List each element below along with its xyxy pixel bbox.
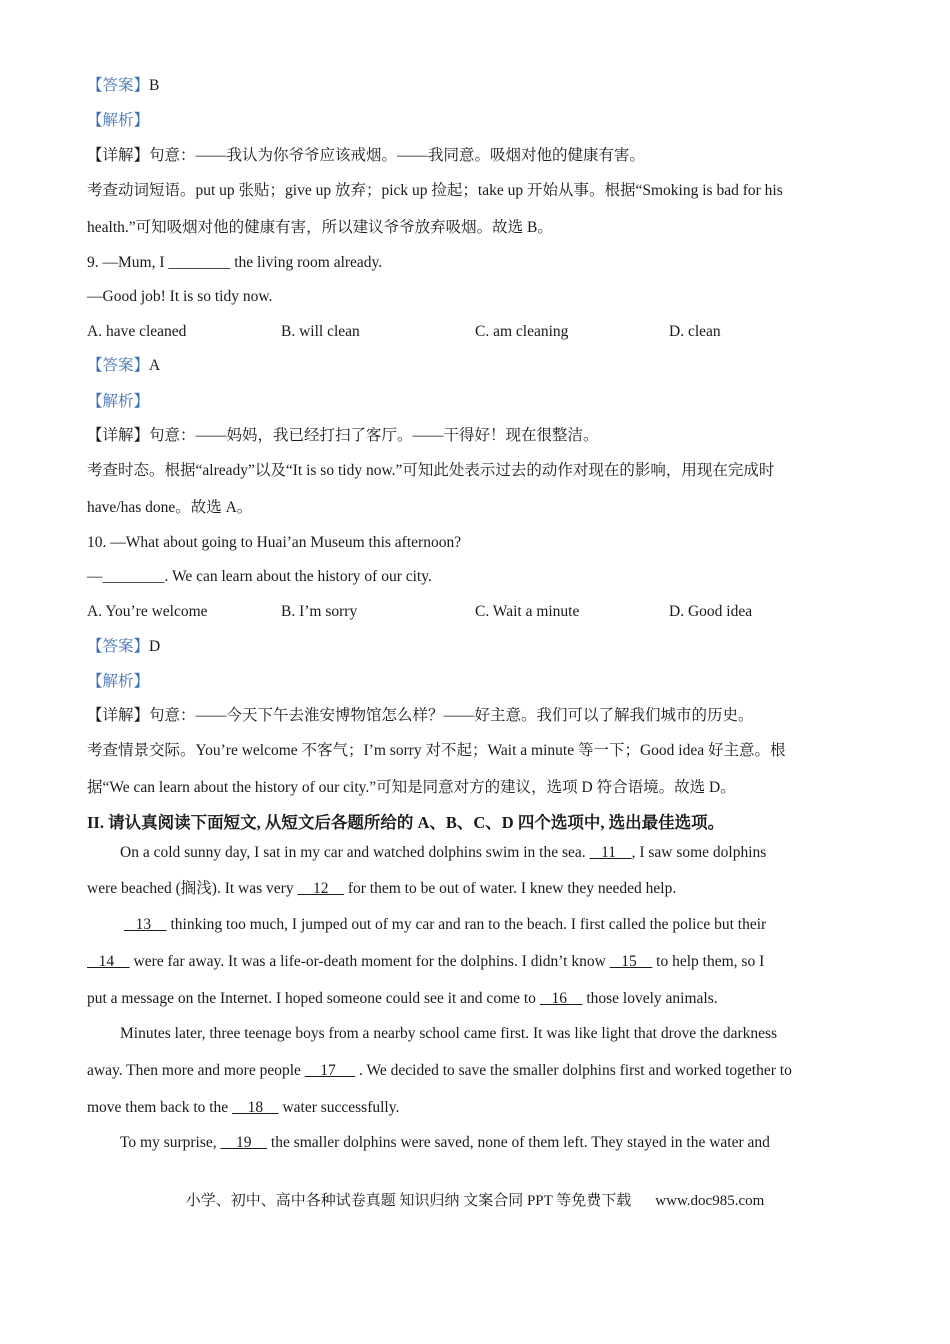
passage-text: . We decided to save the smaller dolphins first and worked together to bbox=[355, 1062, 792, 1079]
answer-value: A bbox=[149, 357, 161, 374]
q9-option-d: D. clean bbox=[669, 323, 721, 340]
q10-question: 10. —What about going to Huai’an Museum this afternoon? bbox=[87, 534, 462, 551]
q9-option-c: C. am cleaning bbox=[475, 323, 569, 340]
q10-option-d: D. Good idea bbox=[669, 603, 753, 620]
q8-explain-line1: 考查动词短语。put up 张贴；give up 放弃；pick up 捡起；take up 开始从事。根据“Smoking is bad for his bbox=[87, 182, 783, 199]
q10-option-a: A. You’re welcome bbox=[87, 603, 208, 620]
section-heading: II. 请认真阅读下面短文, 从短文后各题所给的 A、B、C、D 四个选项中, 选出最佳选项。 bbox=[87, 813, 725, 832]
passage-line-3 bbox=[124, 915, 766, 935]
passage-text: , I saw some dolphins bbox=[631, 844, 767, 861]
passage-text: thinking too much, I jumped out of my car and ran to the beach. I first called the police but their bbox=[166, 916, 767, 933]
passage-text: move them back to the bbox=[87, 1099, 233, 1116]
q8-answer-line bbox=[87, 76, 159, 96]
q8-explain-line2: health.”可知吸烟对他的健康有害，所以建议爷爷放弃吸烟。故选 B。 bbox=[87, 219, 553, 236]
q10-option-c: C. Wait a minute bbox=[475, 603, 580, 620]
passage-text: the smaller dolphins were saved, none of them left. They stayed in the water and bbox=[267, 1134, 770, 1151]
q9-question: 9. —Mum, I ________ the living room already. bbox=[87, 254, 383, 271]
q10-analysis-line bbox=[87, 672, 149, 692]
q8-detail-line bbox=[87, 146, 645, 166]
blank-11: 11 bbox=[589, 844, 632, 861]
passage-line-1 bbox=[120, 843, 766, 863]
passage-line-8 bbox=[87, 1098, 399, 1118]
q9-answer-line bbox=[87, 356, 160, 376]
page-footer bbox=[0, 1191, 950, 1211]
detail-tag: 【详解】 bbox=[87, 147, 150, 164]
q9-detail-line bbox=[87, 426, 599, 446]
q9-explain-line1: 考查时态。根据“already”以及“It is so tidy now.”可知此处表示过去的动作对现在的影响，用现在完成时 bbox=[87, 462, 775, 479]
passage-line-7 bbox=[87, 1061, 792, 1081]
answer-tag: 【答案】 bbox=[87, 77, 150, 94]
q10-explain-line1: 考查情景交际。You’re welcome 不客气；I’m sorry 对不起；Wait a minute 等一下；Good idea 好主意。根 bbox=[87, 742, 786, 759]
blank-14: 14 bbox=[87, 953, 130, 970]
passage-text: put a message on the Internet. I hoped someone could see it and come to bbox=[87, 990, 540, 1007]
passage-text: On a cold sunny day, I sat in my car and watched dolphins swim in the sea. bbox=[120, 844, 590, 861]
passage-line-4 bbox=[87, 952, 764, 972]
passage-line-6: Minutes later, three teenage boys from a nearby school came first. It was like light that drove the darkness bbox=[120, 1025, 778, 1042]
passage-text: To my surprise, bbox=[120, 1134, 221, 1151]
passage-text: were far away. It was a life-or-death moment for the dolphins. I didn’t know bbox=[129, 953, 610, 970]
q9-explain-line2: have/has done。故选 A。 bbox=[87, 499, 253, 516]
detail-tag: 【详解】 bbox=[87, 707, 150, 724]
answer-value: D bbox=[149, 638, 161, 655]
q8-analysis-line bbox=[87, 111, 149, 131]
footer-url: www.doc985.com bbox=[655, 1193, 765, 1209]
passage-text: were beached (搁浅). It was very bbox=[87, 880, 298, 897]
analysis-tag: 【解析】 bbox=[87, 393, 150, 410]
answer-tag: 【答案】 bbox=[87, 357, 150, 374]
q10-option-b: B. I’m sorry bbox=[281, 603, 358, 620]
detail-text: 句意：——妈妈，我已经打扫了客厅。——干得好！现在很整洁。 bbox=[149, 427, 599, 444]
footer-text: 小学、初中、高中各种试卷真题 知识归纳 文案合同 PPT 等免费下载 bbox=[185, 1193, 632, 1209]
blank-13: 13 bbox=[124, 916, 167, 933]
blank-18: 18 bbox=[232, 1099, 279, 1116]
blank-19: 19 bbox=[220, 1134, 268, 1151]
detail-text: 句意：——我认为你爷爷应该戒烟。——我同意。吸烟对他的健康有害。 bbox=[149, 147, 646, 164]
passage-line-5 bbox=[87, 989, 718, 1009]
analysis-tag: 【解析】 bbox=[87, 673, 150, 690]
detail-text: 句意：——今天下午去淮安博物馆怎么样？——好主意。我们可以了解我们城市的历史。 bbox=[149, 707, 754, 724]
passage-text: to help them, so I bbox=[652, 953, 765, 970]
passage-text: water successfully. bbox=[278, 1099, 400, 1116]
detail-tag: 【详解】 bbox=[87, 427, 150, 444]
q10-reply: —________. We can learn about the history of our city. bbox=[87, 568, 432, 585]
blank-17: 17 bbox=[304, 1062, 356, 1079]
q9-option-a: A. have cleaned bbox=[87, 323, 187, 340]
answer-value: B bbox=[149, 77, 160, 94]
passage-text: for them to be out of water. I knew they needed help. bbox=[343, 880, 677, 897]
blank-16: 16 bbox=[539, 990, 583, 1007]
q9-reply: —Good job! It is so tidy now. bbox=[87, 288, 273, 305]
passage-text: away. Then more and more people bbox=[87, 1062, 305, 1079]
answer-tag: 【答案】 bbox=[87, 638, 150, 655]
q10-detail-line bbox=[87, 706, 754, 726]
q9-analysis-line bbox=[87, 392, 149, 412]
analysis-tag: 【解析】 bbox=[87, 112, 150, 129]
q10-answer-line bbox=[87, 637, 160, 657]
passage-text: those lovely animals. bbox=[582, 990, 718, 1007]
q10-explain-line2: 据“We can learn about the history of our city.”可知是同意对方的建议，选项 D 符合语境。故选 D。 bbox=[87, 779, 736, 796]
blank-15: 15 bbox=[609, 953, 653, 970]
passage-line-2 bbox=[87, 879, 676, 899]
blank-12: 12 bbox=[297, 880, 344, 897]
q9-option-b: B. will clean bbox=[281, 323, 360, 340]
passage-line-9 bbox=[120, 1133, 770, 1153]
